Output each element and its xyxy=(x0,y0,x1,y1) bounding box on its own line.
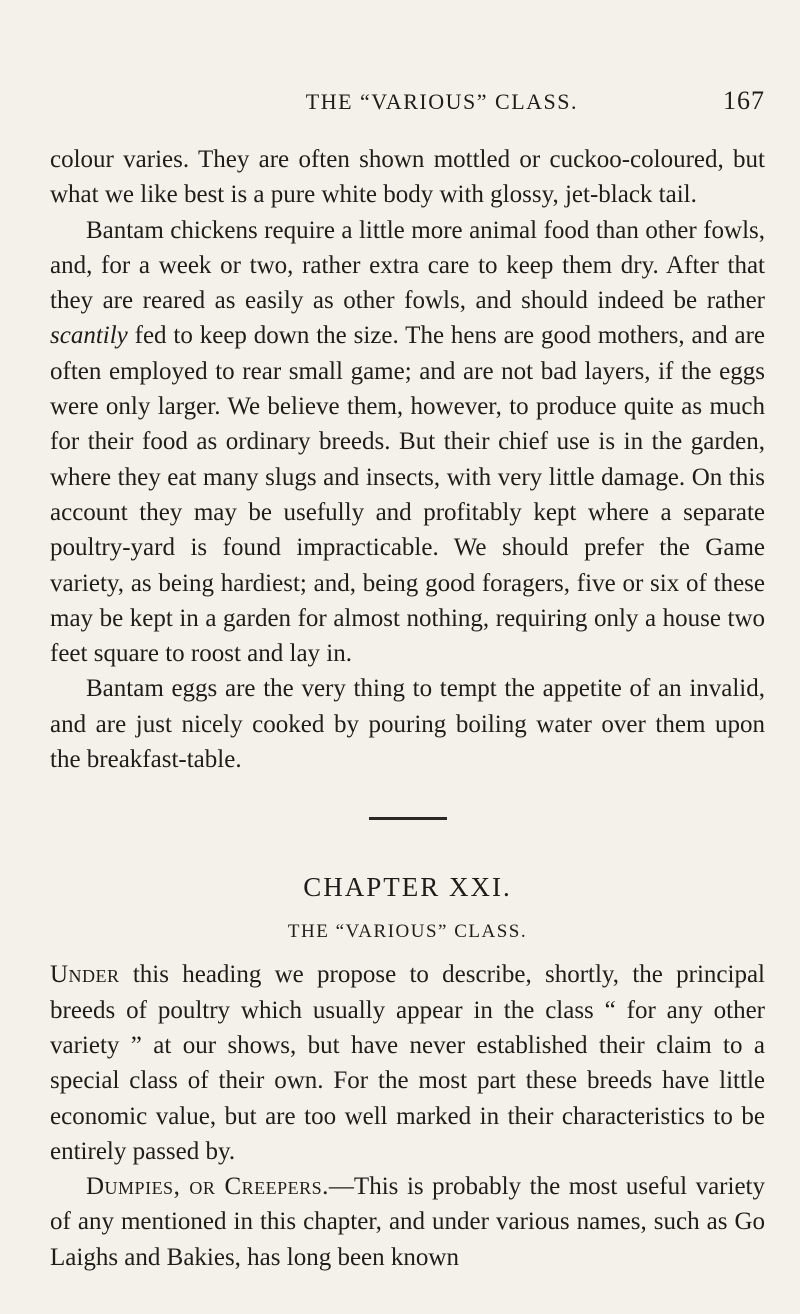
paragraph: colour varies. They are often shown mottled or cuckoo-coloured, but what we like best is a pure white body with glossy, jet-black tail. xyxy=(50,146,765,209)
paragraph xyxy=(50,957,765,1169)
book-page xyxy=(50,86,765,1275)
breed-heading: Dumpies, or Creepers. xyxy=(86,1173,329,1201)
section-divider xyxy=(369,817,447,820)
chapter-title: CHAPTER XXI. xyxy=(303,872,512,903)
paragraph-text: this heading we propose to describe, shortly, the principal breeds of poultry which usually appear in the class “ for any other variety ” at our shows, but have never established their claim to a special class of their own. For the most part these breeds have little economic value, but are too well marked in their characteristics to be entirely passed by. xyxy=(50,961,765,1165)
paragraph-text: —This is probably the most useful variety of any mentioned in this chapter, and under various names, such as Go Laighs and Bakies, has long been known xyxy=(50,1173,765,1271)
paragraph xyxy=(50,1169,765,1275)
page-number: 167 xyxy=(723,86,765,115)
chapter-subtitle: THE “VARIOUS” CLASS. xyxy=(287,921,528,943)
running-title: THE “VARIOUS” CLASS. xyxy=(305,89,578,114)
italic-word: scantily xyxy=(50,322,128,350)
paragraph-text: Bantam chickens require a little more animal food than other fowls, and, for a week or two, rather extra care to keep them dry. After that they are reared as easily as other fowls, and should indeed be rather xyxy=(50,216,765,315)
paragraph-text: fed to keep down the size. The hens are good mothers, and are often employed to rear small game; and are not bad layers, if the eggs were only larger. We believe them, however, to produce quite as much for their food as ordinary breeds. But their chief use is in the garden, where they eat many slugs and insects, with very little damage. On this account they may be usefully and profitably kept where a separate poultry-yard is found impracticable. We should prefer the Game variety, as being hardiest; and, being good foragers, five or six of these may be kept in a garden for almost nothing, requiring only a house two feet square to roost and lay in. xyxy=(50,322,765,668)
paragraph: Bantam eggs are the very thing to tempt the appetite of an invalid, and are just nicely cooked by pouring boiling water over them upon the breakfast-table. xyxy=(50,675,765,774)
running-head xyxy=(50,86,765,122)
paragraph xyxy=(50,213,765,672)
lead-word: Under xyxy=(50,961,120,989)
